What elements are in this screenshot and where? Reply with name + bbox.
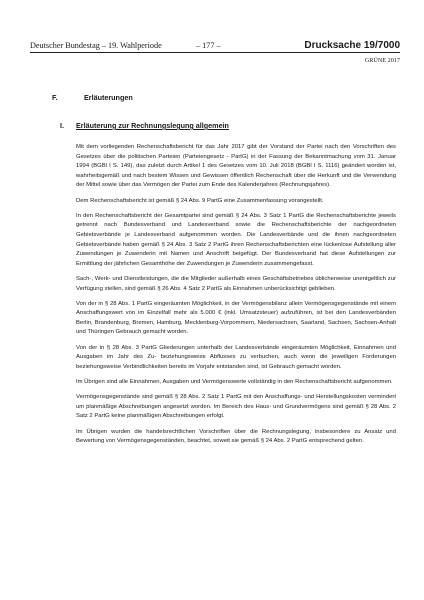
paragraph: In den Rechenschaftsbericht der Gesamtpartei sind gemäß § 24 Abs. 3 Satz 1 PartG die Rechenschaftsberichte jeweils getrennt nach Bundesverband und Landesverband sowie die Rechenschaftsberichte der nachgeordneten Gebietsverbände je Landesverband aufgenommen worden. Die Landesverbände und die ihnen nachgeordneten Gebietsverbände haben gemäß § 24 Abs. 3 Satz 2 PartG ihren Rechenschaftsberichten eine lückenlose Aufstellung aller Zuwendungen je Zuwenderin mit Namen und Anschrift beigefügt. Der Bundesverband hat diese Aufstellungen zur Ermittlung der jährlichen Gesamthöhe der Zuwendungen je Zuwenderin zusammengefasst.	[76, 212, 396, 267]
section-i-heading	[60, 121, 229, 130]
paragraph: Sach-, Werk- und Dienstleistungen, die die Mitglieder außerhalb eines Geschäftsbetriebes üblicherweise unentgeltlich zur Verfügung stellen, sind gemäß § 26 Abs. 4 Satz 2 PartG als Einnahmen unberücksichtigt geblieben.	[76, 275, 396, 292]
section-f-heading	[52, 93, 133, 102]
section-i-title: Erläuterung zur Rechnungslegung allgemein	[76, 121, 229, 130]
page-header	[30, 39, 400, 53]
paragraph: Vermögensgegenstände sind gemäß § 28 Abs. 2 Satz 1 PartG mit den Anschaffungs- und Herstellungskosten vermindert um planmäßige Abschreibungen angesetzt worden. Im Bereich des Haus- und Grundvermögens sind gemäß § 28 Abs. 2 Satz 2 PartG keine planmäßigen Abschreibungen erfolgt.	[76, 394, 396, 420]
section-f-marker: F.	[52, 93, 58, 102]
paragraph: Von der in § 28 Abs. 1 PartG eingeräumten Möglichkeit, in der Vermögensbilanz allein Vermögensgegenstände mit einem Anschaffungswert von im Einzelfall mehr als 5.000 € (inkl. Umsatzsteuer) aufzuführen, ist bei den Landesverbänden Berlin, Brandenburg, Bremen, Hamburg, Mecklenburg-Vorpommern, Niedersachsen, Saarland, Sachsen, Sachsen-Anhalt und Thüringen Gebrauch gemacht worden.	[76, 300, 396, 336]
header-page-number: – 177 –	[196, 41, 221, 50]
header-publication: Deutscher Bundestag – 19. Wahlperiode	[30, 41, 162, 50]
paragraph: Im Übrigen sind alle Einnahmen, Ausgaben und Vermögenswerte vollständig in den Rechenschaftsbericht aufgenommen.	[76, 379, 393, 386]
header-document-number: Drucksache 19/7000	[304, 40, 400, 51]
paragraph: Mit dem vorliegenden Rechenschaftsbericht für das Jahr 2017 gibt der Vorstand der Partei nach den Vorschriften des Gesetzes über die politischen Parteien (Parteiengesetz - PartG) in der Fassung der Bekanntmachung vom 31. Januar 1994 (BGBl I S. 149), das zuletzt durch Artikel 1 des Gesetzes vom 10. Juli 2018 (BGBl I S. 1116) geändert worden ist, wahrheitsgemäß und nach bestem Wissen und Gewissen öffentlich Rechenschaft über die Herkunft und die Verwendung der Mittel sowie über das Vermögen der Partei zum Ende des Kalenderjahres (Rechnungsjahres).	[76, 144, 396, 189]
paragraph: Dem Rechenschaftsbericht ist gemäß § 24 Abs. 9 PartG eine Zusammenfassung vorangestellt.	[76, 197, 324, 204]
paragraph: Im Übrigen wurden die handelsrechtlichen Vorschriften über die Rechnungslegung, insbesondere zu Ansatz und Bewertung von Vermögensgegenständen, beachtet, soweit sie gemäß § 24 Abs. 2 PartG entsprechend gelten.	[76, 428, 396, 445]
section-i-marker: I.	[60, 121, 64, 130]
body-text	[76, 143, 396, 452]
paragraph: Von der in § 28 Abs. 3 PartG Gliederungen unterhalb der Landesverbände eingeräumten Möglichkeit, Einnahmen und Ausgaben im Jahr des Zu- beziehungsweise Abflusses zu verbuchen, auch wenn die jeweiligen Forderungen beziehungsweise Verbindlichkeiten bereits im Vorjahr entstanden sind, ist Gebrauch gemacht worden.	[76, 344, 396, 370]
section-f-title: Erläuterungen	[84, 93, 133, 102]
party-label: GRÜNE 2017	[364, 57, 400, 64]
